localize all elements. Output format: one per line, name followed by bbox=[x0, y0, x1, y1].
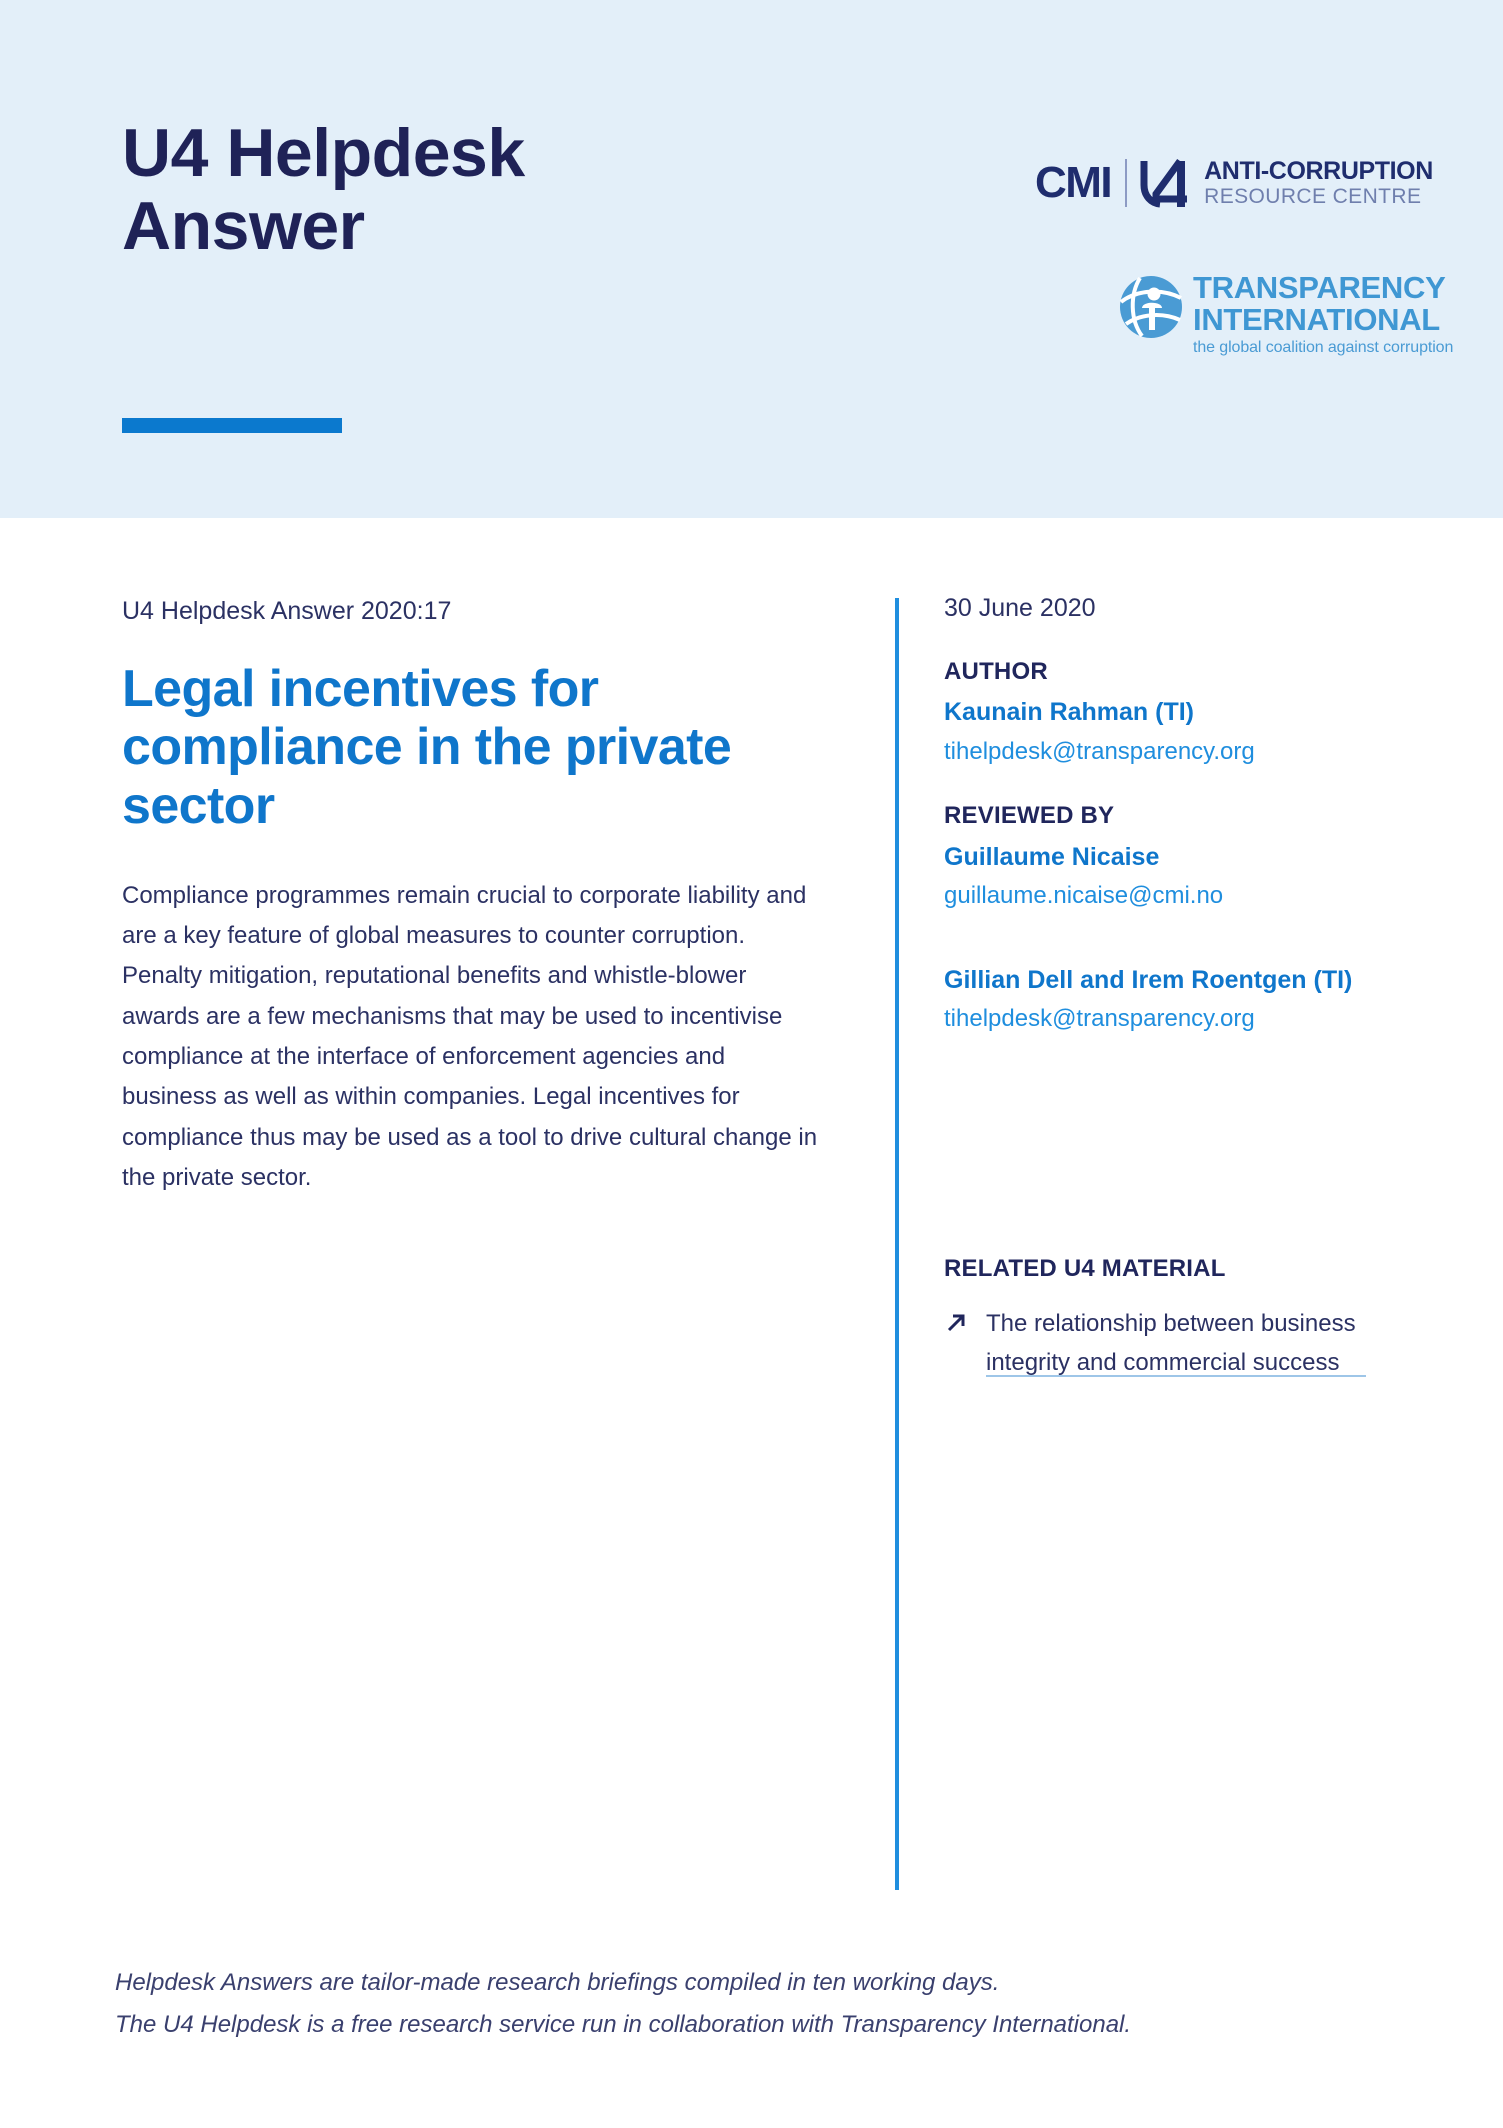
reviewer-email-link[interactable]: guillaume.nicaise@cmi.no bbox=[944, 882, 1224, 910]
footer-note bbox=[115, 1962, 1315, 2046]
related-material-section bbox=[944, 1255, 1414, 1383]
header-accent-bar bbox=[122, 418, 342, 433]
u4-mark-icon bbox=[1140, 158, 1194, 208]
u4-logo-text bbox=[1204, 159, 1433, 207]
u4-logo-line-1: ANTI-CORRUPTION bbox=[1204, 157, 1433, 185]
cmi-wordmark: CMI bbox=[1035, 158, 1112, 207]
ti-wordmark bbox=[1193, 272, 1453, 356]
u4-logo-line-2: RESOURCE CENTRE bbox=[1204, 185, 1422, 208]
author-label: AUTHOR bbox=[944, 657, 1048, 685]
cmi-u4-logo bbox=[1035, 157, 1433, 209]
main-content-column bbox=[122, 595, 822, 1222]
document-reference: U4 Helpdesk Answer 2020:17 bbox=[122, 597, 452, 625]
reviewer-name-secondary: Gillian Dell and Irem Roentgen (TI) bbox=[944, 966, 1353, 995]
related-material-link[interactable]: The relationship between business integrity and commercial success bbox=[986, 1305, 1366, 1383]
document-title: Legal incentives for compliance in the private sector bbox=[122, 659, 732, 835]
globe-icon bbox=[1118, 274, 1184, 340]
author-name: Kaunain Rahman (TI) bbox=[944, 698, 1195, 727]
publication-date: 30 June 2020 bbox=[944, 594, 1096, 622]
related-material-heading: RELATED U4 MATERIAL bbox=[944, 1255, 1226, 1282]
arrow-up-right-icon bbox=[944, 1311, 972, 1335]
reviewed-by-label: REVIEWED BY bbox=[944, 802, 1115, 830]
transparency-international-logo bbox=[1118, 272, 1453, 356]
header-band bbox=[0, 0, 1503, 518]
page-title: U4 Helpdesk Answer bbox=[122, 115, 525, 264]
reviewer-email-link-secondary[interactable]: tihelpdesk@transparency.org bbox=[944, 1005, 1255, 1033]
column-divider bbox=[895, 598, 899, 1890]
ti-tagline: the global coalition against corruption bbox=[1193, 339, 1454, 356]
ti-line-1: TRANSPARENCY bbox=[1193, 270, 1446, 305]
footer-line-1: Helpdesk Answers are tailor-made research briefings compiled in ten working days. bbox=[115, 1969, 1000, 1996]
author-block bbox=[944, 655, 1444, 770]
logo-divider bbox=[1125, 159, 1127, 207]
ti-line-2: INTERNATIONAL bbox=[1193, 302, 1440, 337]
footer-line-2: The U4 Helpdesk is a free research service run in collaboration with Transparency International. bbox=[115, 2011, 1132, 2038]
sidebar-metadata bbox=[944, 592, 1444, 1037]
reviewer-block bbox=[944, 799, 1444, 914]
reviewer-name: Guillaume Nicaise bbox=[944, 843, 1160, 872]
related-material-item[interactable] bbox=[944, 1305, 1414, 1383]
reviewer-block-secondary bbox=[944, 962, 1444, 1037]
document-abstract: Compliance programmes remain crucial to corporate liability and are a key feature of global measures to counter corruption. Penalty mitigation, reputational benefits and whistle-blower awards are a few mechanisms that may be used to incentivise compliance at the interface of enforcement agencies and business as well as within companies. Legal incentives for compliance thus may be used as a tool to drive cultural change in the private sector. bbox=[122, 881, 818, 1191]
author-email-link[interactable]: tihelpdesk@transparency.org bbox=[944, 737, 1255, 765]
